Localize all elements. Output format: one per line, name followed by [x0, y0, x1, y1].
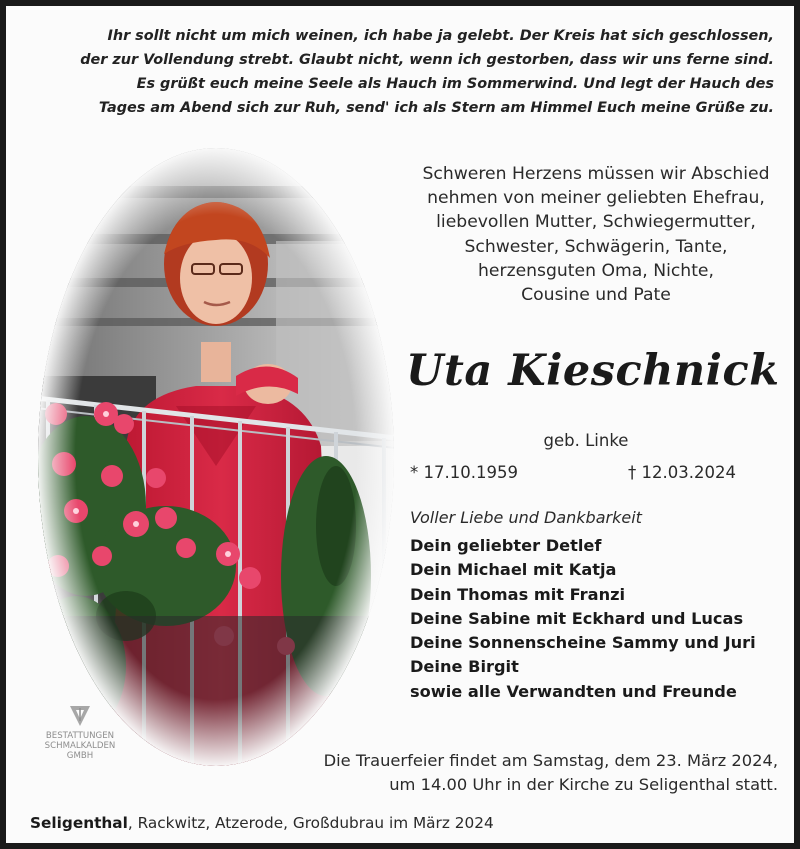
portrait-photo	[36, 146, 396, 768]
funeral-line: um 14.00 Uhr in der Kirche zu Seligenthal statt.	[389, 774, 778, 794]
mourner-line: Dein Michael mit Katja	[410, 560, 617, 580]
poem-line: Es grüßt euch meine Seele als Hauch im Sommerwind. Und legt der Hauch des	[136, 76, 774, 92]
mourner-line: Dein Thomas mit Franzi	[410, 584, 626, 604]
funeral-home-logo	[38, 702, 122, 761]
mourner-line: Deine Birgit	[410, 657, 519, 677]
deceased-name: Uta Kieschnick	[406, 346, 780, 396]
mourner-line: sowie alle Verwandten und Freunde	[410, 681, 737, 701]
footer-places	[30, 814, 494, 832]
announcement-line: nehmen von meiner geliebten Ehefrau,	[427, 188, 765, 209]
funeral-line: Die Trauerfeier findet am Samstag, dem 23. März 2024,	[323, 751, 778, 770]
mourner-line: Deine Sonnenscheine Sammy und Juri	[410, 633, 756, 653]
announcement-line: herzensguten Oma, Nichte,	[478, 260, 714, 281]
logo-line: BESTATTUNGEN	[45, 731, 115, 741]
mourners-heading: Voller Liebe und Dankbarkeit	[410, 508, 642, 527]
logo-line: SCHMALKALDEN	[44, 741, 116, 751]
funeral-info	[256, 749, 778, 796]
footer-place-main: Seligenthal	[30, 814, 128, 832]
poem-line: der zur Vollendung strebt. Glaubt nicht, wenn ich gestorben, dass wir uns ferne sind.	[80, 52, 774, 68]
poem-line: Ihr sollt nicht um mich weinen, ich habe ja gelebt. Der Kreis hat sich geschlossen,	[107, 28, 774, 44]
mourner-line: Dein geliebter Detlef	[410, 536, 602, 555]
announcement-line: liebevollen Mutter, Schwiegermutter,	[436, 212, 756, 233]
funeral-home-emblem-icon	[67, 702, 93, 728]
announcement-line: Schweren Herzens müssen wir Abschied	[422, 164, 770, 184]
announcement-text	[401, 162, 791, 307]
footer-places-rest: , Rackwitz, Atzerode, Großdubrau im März 2024	[127, 814, 494, 832]
maiden-name: geb. Linke	[543, 431, 629, 450]
announcement-line: Schwester, Schwägerin, Tante,	[464, 236, 728, 257]
logo-line: GMBH	[66, 751, 94, 761]
birth-date: * 17.10.1959	[410, 463, 518, 482]
death-date: † 12.03.2024	[628, 463, 736, 482]
poem	[20, 24, 774, 120]
mourner-line: Deine Sabine mit Eckhard und Lucas	[410, 608, 744, 628]
announcement-line: Cousine und Pate	[521, 285, 671, 306]
mourners-list	[410, 534, 756, 704]
poem-line: Tages am Abend sich zur Ruh, send' ich als Stern am Himmel Euch meine Grüße zu.	[98, 100, 774, 116]
